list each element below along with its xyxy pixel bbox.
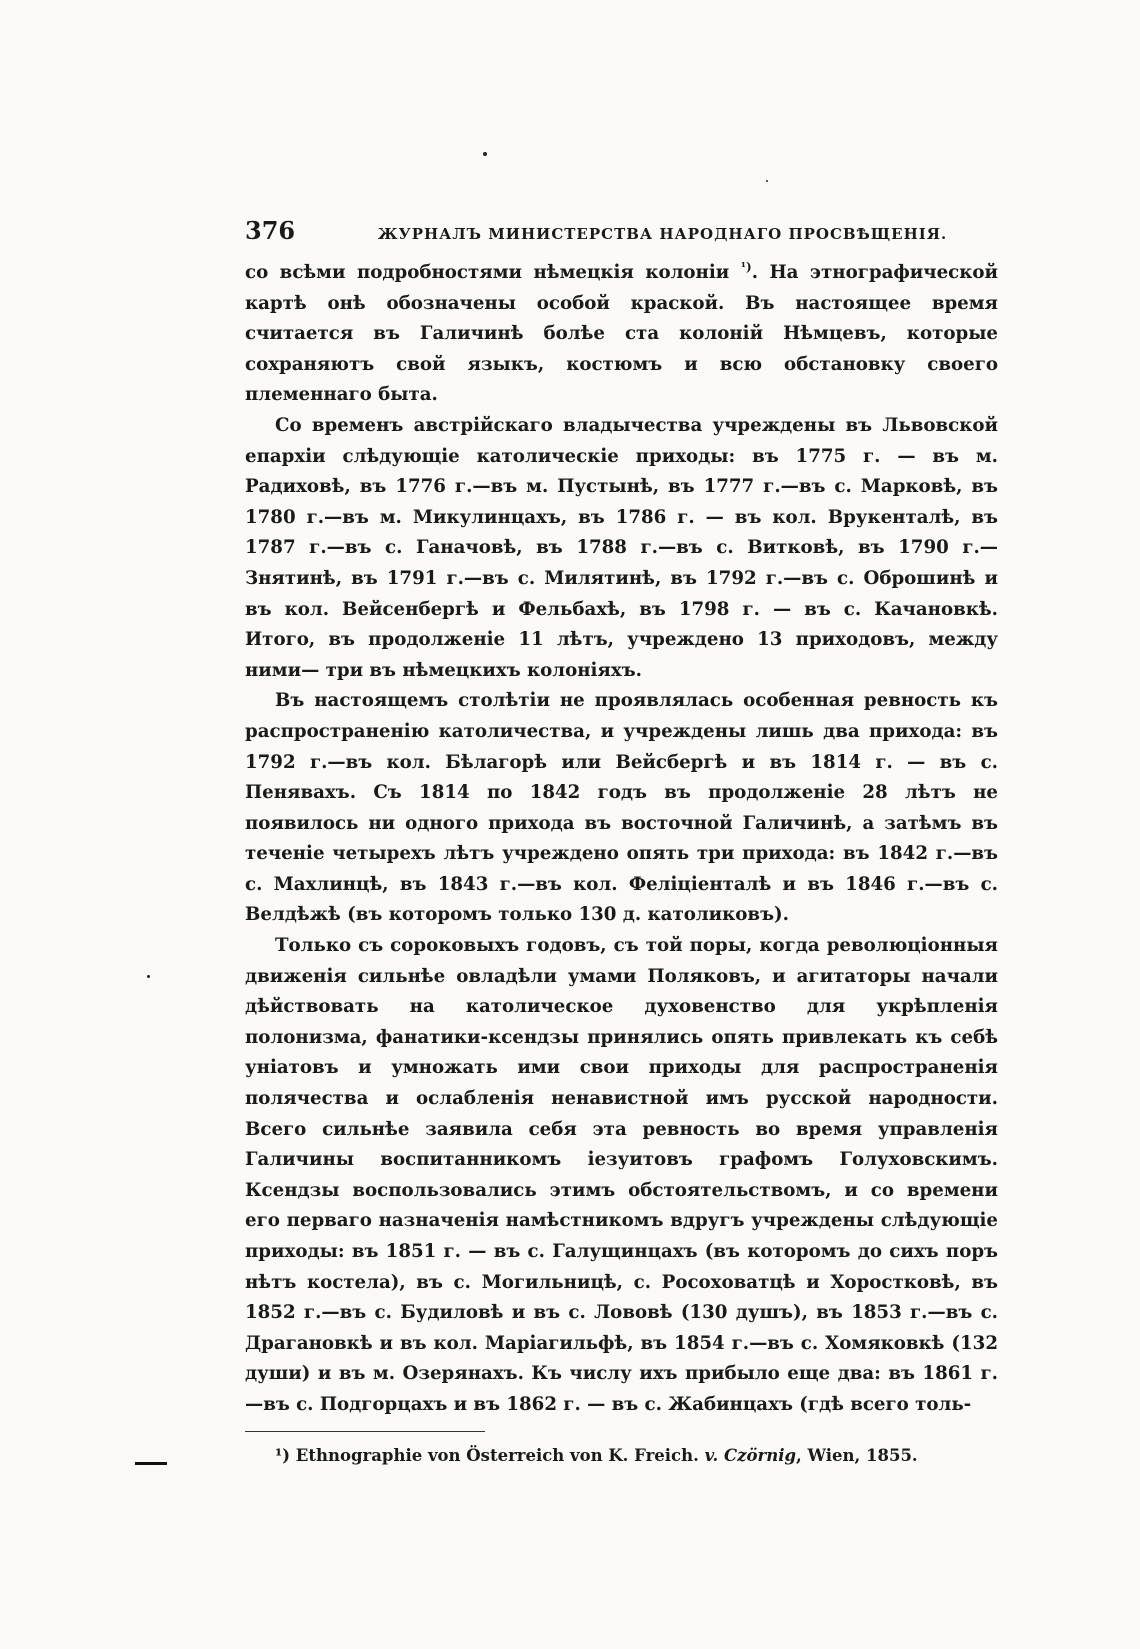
margin-dash-mark (135, 1462, 167, 1465)
paragraph: Со временъ австрійскаго владычества учреждены въ Львовской епархіи слѣдующіе католическіе приходы: въ 1775 г. — въ м. Радиховѣ, въ 1776 г.—въ м. Пустынѣ, въ 1777 г.—въ с. Марковѣ, въ 1780 г.—въ м. Микулинцахъ, въ 1786 г. — въ кол. Врукенталѣ, въ 1787 г.—въ с. Ганачовѣ, въ 1788 г.—въ с. Витковѣ, въ 1790 г.— Знятинѣ, въ 1791 г.—въ с. Милятинѣ, въ 1792 г.—въ с. Оброшинѣ и въ кол. Вейсенбергѣ и Фельбахѣ, въ 1798 г. — въ с. Качановкѣ. Итого, въ продолженіе 11 лѣтъ, учреждено 13 приходовъ, между ними— три въ нѣмецкихъ колоніяхъ. (245, 414, 998, 681)
footnote-mark: ¹) (275, 1445, 291, 1465)
running-title: ЖУРНАЛЪ МИНИСТЕРСТВА НАРОДНАГО ПРОСВѢЩЕНІЯ. (377, 225, 948, 243)
paragraph-text: со всѣми подробностями нѣмецкія колоніи (245, 262, 730, 283)
footnote-title: Ethnographie von Österreich von K. Freich. (295, 1445, 699, 1465)
document-page (245, 216, 998, 1468)
footnote (245, 1444, 998, 1468)
paragraph (245, 258, 998, 411)
paragraph: Только съ сороковыхъ годовъ, съ той поры, когда революціонныя движенія сильнѣе овладѣли умами Поляковъ, и агитаторы начали дѣйствовать на католическое духовенство для укрѣпленія полонизма, фанатики-ксендзы принялись опять привлекать къ себѣ уніатовъ и умножать ими свои приходы для распространенія полячества и ослабленія ненавистной имъ русской народности. Всего сильнѣе заявила себя эта ревность во время управленія Галичины воспитанникомъ іезуитовъ графомъ Голуховскимъ. Ксендзы воспользовались этимъ обстоятельствомъ, и со времени его перваго назначенія намѣстникомъ вдругъ учреждены слѣдующіе приходы: въ 1851 г. — въ с. Галущинцахъ (въ которомъ до сихъ поръ нѣтъ костела), въ с. Могильницѣ, с. Росоховатцѣ и Хоростковѣ, въ 1852 г.—въ с. Будиловѣ и въ с. Лововѣ (130 душъ), въ 1853 г.—въ с. Драгановкѣ и въ кол. Маріагильфѣ, въ 1854 г.—въ с. Хомяковкѣ (132 души) и въ м. Озерянахъ. Къ числу ихъ прибыло еще два: въ 1861 г.—въ с. Подгорцахъ и въ 1862 г. — въ с. Жабинцахъ (гдѣ всего толь- (245, 935, 998, 1415)
print-speck (766, 180, 768, 182)
footnote-divider (245, 1431, 485, 1432)
page-header (245, 216, 998, 252)
paragraph: Въ настоящемъ столѣтіи не проявлялась особенная ревность къ распространенію католичества, и учреждены лишь два прихода: въ 1792 г.—въ кол. Бѣлагорѣ или Вейсбергѣ и въ 1814 г. — въ с. Пенявахъ. Съ 1814 по 1842 годъ въ продолженіе 28 лѣтъ не появилось ни одного прихода въ восточной Галичинѣ, а затѣмъ въ теченіе четырехъ лѣтъ учреждено опять три прихода: въ 1842 г.—въ с. Махлинцѣ, въ 1843 г.—въ кол. Феліціенталѣ и въ 1846 г.—въ с. Велдѣжѣ (въ которомъ только 130 д. католиковъ). (245, 690, 998, 926)
print-speck (147, 975, 150, 978)
page-number: 376 (245, 216, 296, 245)
paragraph-text-continued: . На этнографической картѣ онѣ обозначены особой краской. Въ настоящее время считается въ Галичинѣ болѣе ста колоній Нѣмцевъ, которые сохраняютъ свой языкъ, костюмъ и всю обстановку своего племеннаго быта. (245, 262, 998, 406)
footnote-reference: ¹) (740, 259, 752, 274)
footnote-place-year: , Wien, 1855. (796, 1445, 918, 1465)
body-text (245, 258, 998, 1421)
print-speck (483, 152, 487, 156)
footnote-author: v. Czörnig (704, 1445, 797, 1465)
